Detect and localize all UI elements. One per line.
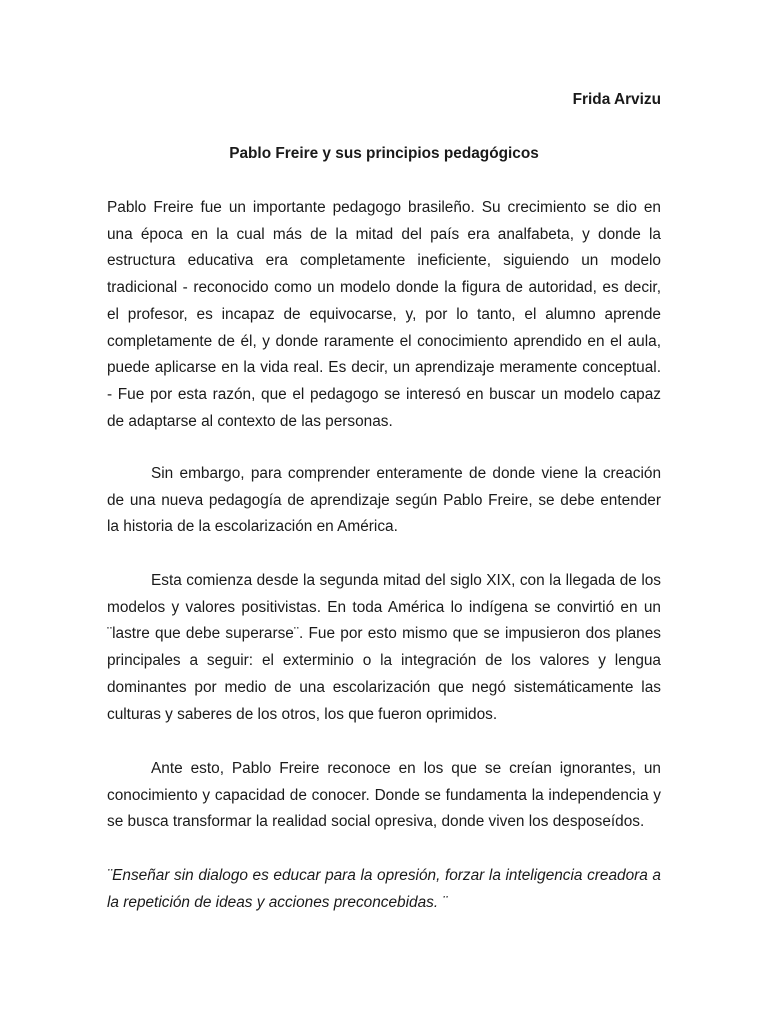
paragraph-intro: Pablo Freire fue un importante pedagogo brasileño. Su crecimiento se dio en una época en la cual más de la mitad del país era analfabeta, y donde la estructura educativa era completamente ineficiente, siguiendo un modelo tradicional - reconocido como un modelo donde la figura de autoridad, es decir, el profesor, es incapaz de equivocarse, y, por lo tanto, el alumno aprende completamente de él, y donde raramente el conocimiento aprendido en el aula, puede aplicarse en la vida real. Es decir, un aprendizaje meramente conceptual. - Fue por esta razón, que el pedagogo se interesó en buscar un modelo capaz de adaptarse al contexto de las personas. bbox=[107, 199, 661, 430]
paragraph-positivism: Esta comienza desde la segunda mitad del siglo XIX, con la llegada de los modelos y valores positivistas. En toda América lo indígena se convirtió en un ¨lastre que debe superarse¨. Fue por esto mismo que se impusieron dos planes principales a seguir: el exterminio o la integración de los valores y lengua dominantes por medio de una escolarización que negó sistemáticamente las culturas y saberes de los otros, los que fueron oprimidos. bbox=[107, 572, 661, 723]
paragraph-freire-response: Ante esto, Pablo Freire reconoce en los que se creían ignorantes, un conocimiento y capacidad de conocer. Donde se fundamenta la independencia y se busca transformar la realidad social opresiva, donde viven los desposeídos. bbox=[107, 760, 661, 831]
paragraph-history-intro: Sin embargo, para comprender enteramente de donde viene la creación de una nueva pedagogía de aprendizaje según Pablo Freire, se debe entender la historia de la escolarización en América. bbox=[107, 465, 661, 536]
document-title: Pablo Freire y sus principios pedagógicos bbox=[229, 145, 539, 162]
author-name: Frida Arvizu bbox=[572, 91, 661, 108]
freire-quote: ¨Enseñar sin dialogo es educar para la opresión, forzar la inteligencia creadora a la repetición de ideas y acciones preconcebidas. ¨ bbox=[107, 867, 661, 911]
